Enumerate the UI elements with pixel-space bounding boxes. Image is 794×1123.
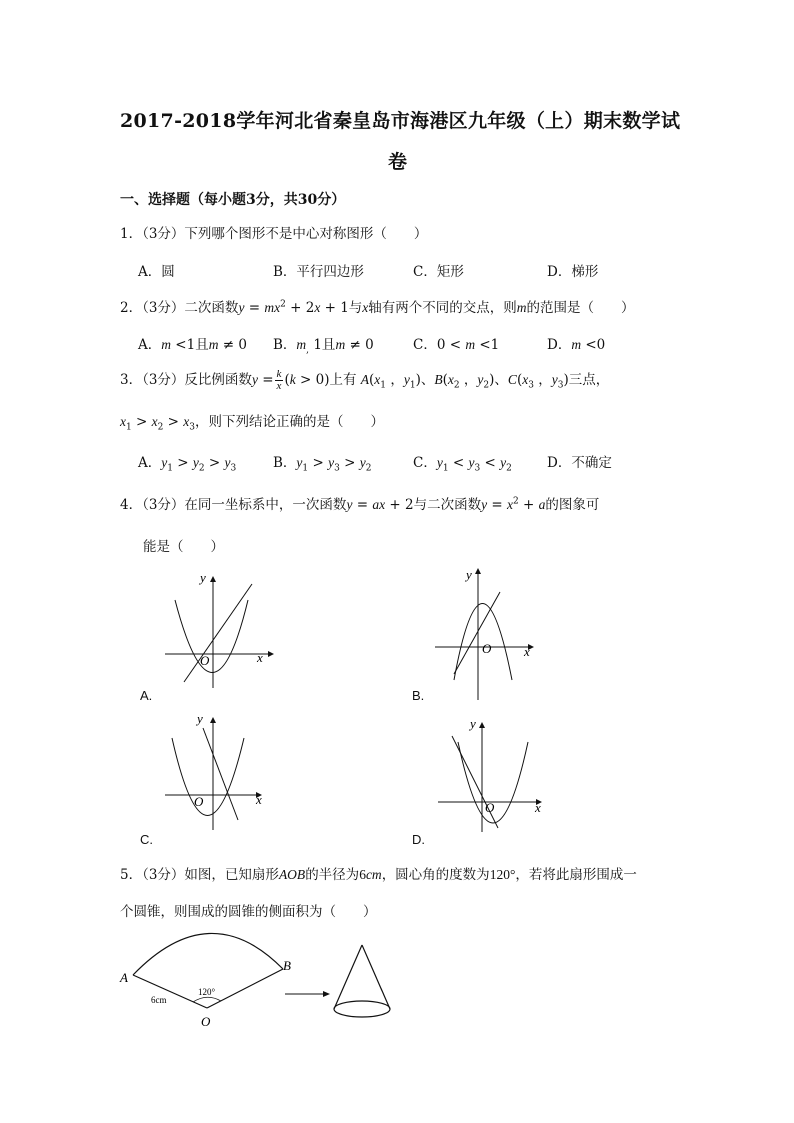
page-title-line2: 卷: [388, 151, 408, 173]
q1-option-a: A．圆: [138, 264, 175, 280]
q4-graph-b: [430, 562, 560, 702]
question-5-stem-line2: 个圆锥，则围成的圆锥的侧面积为（ ）: [120, 904, 377, 920]
question-5-stem: 5．（3分）如图，已知扇形AOB的半径为6cm，圆心角的度数为120°，若将此扇形围成一: [120, 867, 637, 883]
q2-option-c: C．0 < m <1: [413, 337, 500, 353]
q4-option-d-label: D.: [412, 832, 425, 847]
q4-option-b-label: B.: [412, 688, 425, 703]
q3-option-a: A．$y_1 > y_2 > y_3$: [138, 455, 237, 474]
point-o-label: O: [201, 1014, 211, 1029]
question-3-condition: $x_1 > x_2 > x_3$，则下列结论正确的是（ ）: [120, 414, 385, 433]
question-3-stem: 3．（3分）反比例函数y = $\frac{k}{x}$ (k > 0)上有 $A(x_1$ ，$y_1$)、$B(x_2$ ，$y_2$)、$C(x_3$ ，$y_3$)三点，: [120, 368, 610, 392]
q2-option-d: D．m <0: [547, 337, 606, 353]
q2-option-a: A．m <1且m ≠ 0: [138, 337, 247, 353]
q4-graph-d: [430, 716, 560, 841]
svg-text:y: y: [470, 716, 476, 731]
q1-option-c: C．矩形: [413, 264, 464, 280]
point-a-label: A: [120, 970, 128, 985]
cone-outline: [334, 945, 362, 1009]
q3-option-b: B．$y_1 > y_3 > y_2$: [273, 455, 372, 474]
question-1-stem: 1．（3分）下列哪个图形不是中心对称图形（ ）: [120, 226, 428, 242]
angle-label: 120°: [198, 987, 216, 997]
point-b-label: B: [283, 958, 291, 973]
q4-option-c-label: C.: [140, 832, 153, 847]
radius-label: 6cm: [151, 995, 167, 1005]
q3-option-c: C．$y_1 < y_3 < y_2$: [413, 455, 512, 474]
svg-text:x: x: [256, 792, 262, 807]
svg-text:O: O: [485, 800, 495, 815]
axis-x-label: x: [257, 650, 263, 665]
section-header: 一、选择题（每小题3分，共30分）: [120, 192, 346, 208]
svg-text:y: y: [466, 567, 472, 582]
q4-graph-a: [160, 570, 280, 690]
axis-y-label: y: [200, 570, 206, 585]
svg-text:x: x: [535, 800, 541, 815]
origin-label: O: [200, 653, 210, 668]
svg-text:O: O: [482, 641, 492, 656]
svg-text:x: x: [524, 644, 530, 659]
sector-arc: [133, 933, 283, 975]
q1-option-b: B．平行四边形: [273, 264, 364, 280]
svg-text:O: O: [194, 794, 204, 809]
svg-text:y: y: [197, 711, 203, 726]
q1-option-d: D．梯形: [547, 264, 599, 280]
q3-option-d: D．不确定: [547, 455, 612, 471]
question-2-stem: 2．（3分）二次函数$y = mx^2 + 2x + 1$与x轴有两个不同的交点，则m的范围是（ ）: [120, 299, 635, 316]
q4-option-a-label: A.: [140, 688, 153, 703]
page-title: 2017-2018学年河北省秦皇岛市海港区九年级（上）期末数学试: [120, 110, 681, 132]
q5-figure: [115, 925, 415, 1035]
question-4-stem: 4．（3分）在同一坐标系中，一次函数y = ax + 2与二次函数$y = x^2 + a$的图象可: [120, 496, 600, 513]
question-4-stem-line2: 能是（ ）: [143, 539, 224, 555]
q2-option-b: B．$m_,$ 1且m ≠ 0: [273, 337, 374, 356]
q4-graph-c: [160, 708, 280, 833]
